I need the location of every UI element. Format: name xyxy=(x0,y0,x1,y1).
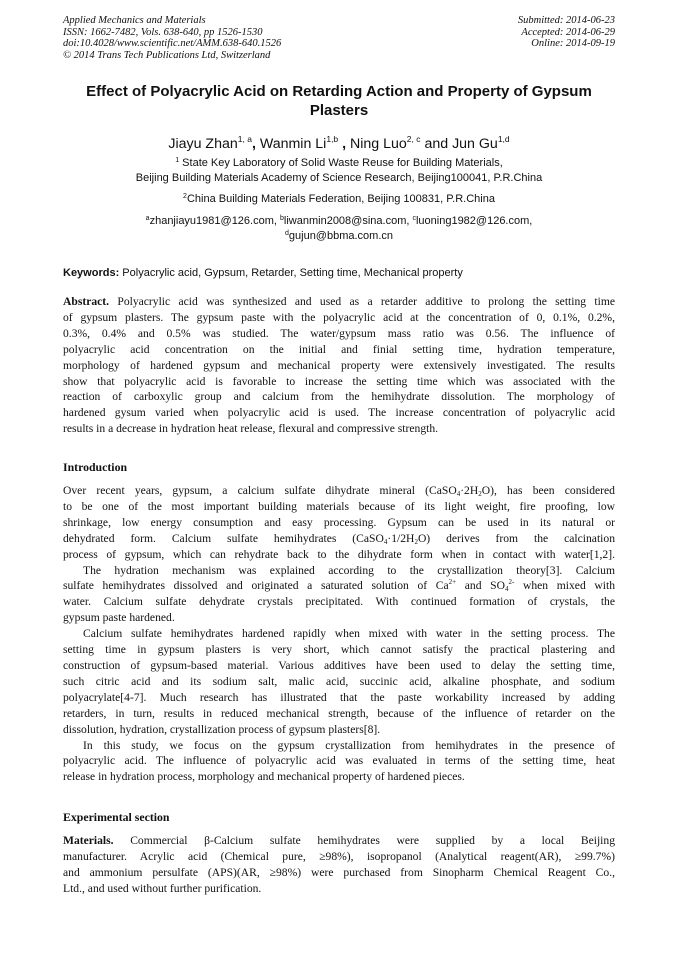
date-submitted: Submitted: 2014-06-23 xyxy=(517,15,615,26)
author-name: Jun Gu xyxy=(452,136,498,152)
materials-text: Materials. Commercial β-Calcium sulfate hemihydrates were supplied by a local Beijing manufacturer. Acrylic acid (Chemical pure, ≥98%), isopropanol (Analytical reagent(AR), ≥99.7%) and ammonium persulfate (APS)(AR, ≥98%) were purchased from Sinopharm Chemical Reagent Co., Ltd., and used without further purification. xyxy=(63,834,615,895)
author-name: Jiayu Zhan xyxy=(168,136,238,152)
author-affil-mark: 2, c xyxy=(406,134,421,144)
affiliation-1-line-2: Beijing Building Materials Academy of Science Research, Beijing100041, P.R.China xyxy=(135,172,543,184)
journal-name: Applied Mechanics and Materials xyxy=(63,15,206,26)
abstract: Abstract. Polyacrylic acid was synthesized and used as a retarder additive to prolong the setting time of gypsum plasters. The gypsum paste with the polyacrylic acid at the concentration of 0, 0.1%, 0.2%, 0.3%, 0.4% and 0.5% was studied. The water/gypsum mass ratio was 0.56. The influence of polyacrylic acid concentration on the initial and finial setting time, hydration temperature, morphology of hardened gypsum and mechanical property were extensively investigated. The results show that polyacrylic acid is favorable to increase the setting time which was associated with the reaction of carboxylic group and calcium from the hemihydrate dissolution. The morphology of hardened gysum varied when polyacrylic acid is used. The increase concentration of polyacrylic acid results in a decrease in hydration heat release, flexural and compressive strength. xyxy=(63,295,615,436)
affiliation-2: $^2$China Building Materials Federation, Beijing 100831, P.R.China xyxy=(183,193,495,205)
date-online: Online: 2014-09-19 xyxy=(531,38,615,49)
affiliation-1 xyxy=(63,156,615,186)
journal-doi: doi:10.4028/www.scientific.net/AMM.638-640.1526 xyxy=(63,38,282,49)
submission-dates xyxy=(518,15,615,50)
email-link[interactable]: zhanjiayu1981@126.com, xyxy=(149,215,280,227)
section-heading-introduction: Introduction xyxy=(63,460,128,474)
email-link[interactable]: liwanmin2008@sina.com, xyxy=(283,215,413,227)
email-link[interactable]: gujun@bbma.com.cn xyxy=(288,230,393,242)
introduction-text: Over recent years, gypsum, a calcium sulfate dihydrate mineral $(CaSO_4\cdot 2H_2O)$, has been considered to be one of the most important building materials because of its light weight, fire proofing, low shrinkage, low energy consumption and easy processing. Gypsum can be used in its natural or dehydrated form. Calcium sulfate hemihydrates $(CaSO_4\cdot 1/2H_2O)$ derives from the calcination process of gypsum, which can rehydrate back to the dihydrate form when in contact with water[1,2]. The hydration mechanism was explained according to the crystallization theory[3]. Calcium sulfate hemihydrates dissolved and originated a saturated solution of $Ca^{2+}$ and $SO_4^{2-}$ when mixed with water. Calcium sulfate dehydrate crystals precipitated. With continued formation of crystals, the gypsum paste hardened. Calcium sulfate hemihydrates hardened rapidly when mixed with water in the setting process. The setting time in gypsum plasters is very short, which cannot satisfy the practical plastering and construction of gypsum-based material. Various additives have been used to delay the setting time, such citric acid and its sodium salt, malic acid, succinic acid, alkaline phosphate, and sodium polyacrylate[4-7]. Much research has illustrated that the paste workability increased by adding retarders, in turn, results in reduced mechanical strength, because of the influence of retarder on the dissolution, hydration, crystallization process of gypsum plasters[8]. In this study, we focus on the gypsum crystallization from hemihydrates in the presence of polyacrylic acid. The influence of polyacrylic acid was evaluated in terms of the setting time, heat release in hydration process, morphology and mechanical property of hardened pieces. xyxy=(63,484,615,784)
author-separator: , xyxy=(338,136,350,152)
author-separator: , xyxy=(251,136,260,152)
author-emails xyxy=(63,214,615,244)
title-line-1: Effect of Polyacrylic Acid on Retarding Action and Property of Gypsum xyxy=(86,83,592,100)
materials-label: Materials. xyxy=(63,834,114,847)
journal-issn: ISSN: 1662-7482, Vols. 638-640, pp 1526-1530 xyxy=(63,26,263,38)
email-line-2: $^d$gujun@bbma.com.cn xyxy=(284,230,393,242)
author-affil-mark: 1, a xyxy=(237,134,252,144)
keywords-text: Polyacrylic acid, Gypsum, Retarder, Setting time, Mechanical property xyxy=(119,267,463,279)
keywords-label: Keywords: xyxy=(63,267,120,279)
email-line-1: $^a$zhanjiayu1981@126.com, $^b$liwanmin2008@sina.com, $^c$luoning1982@126.com, xyxy=(145,215,533,227)
affiliation-1-line-1: $^1$ State Key Laboratory of Solid Waste Reuse for Building Materials, xyxy=(175,157,503,169)
journal-copyright: © 2014 Trans Tech Publications Ltd, Switzerland xyxy=(63,49,271,61)
author-separator: and xyxy=(420,136,453,152)
author-name: Wanmin Li xyxy=(259,136,327,152)
paper-title xyxy=(63,82,615,120)
abstract-label: Abstract. xyxy=(63,295,110,308)
author-name: Ning Luo xyxy=(350,136,407,152)
journal-info xyxy=(63,15,281,61)
title-line-2: Plasters xyxy=(309,102,369,119)
email-link[interactable]: luoning1982@126.com, xyxy=(415,215,533,227)
author-affil-mark: 1,b xyxy=(326,134,339,144)
section-heading-experimental: Experimental section xyxy=(63,810,170,824)
author-list xyxy=(63,131,615,153)
date-accepted: Accepted: 2014-06-29 xyxy=(521,26,615,38)
author-affil-mark: 1,d xyxy=(497,134,510,144)
keywords xyxy=(63,266,615,280)
